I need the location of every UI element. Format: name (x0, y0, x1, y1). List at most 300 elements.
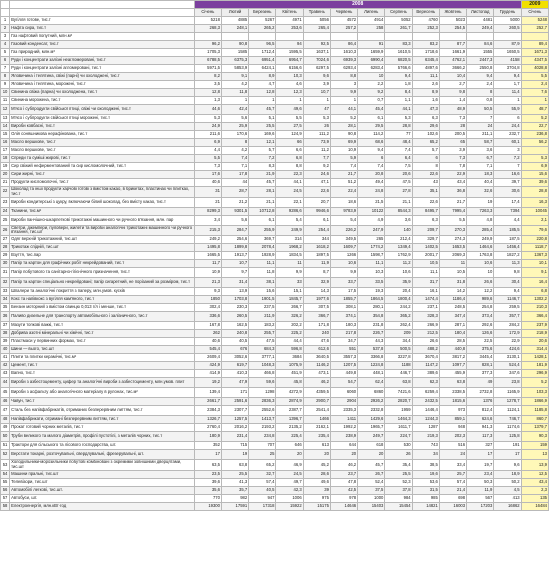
value-cell: 14,3 (303, 288, 330, 296)
value-cell: 1968,2 (276, 244, 303, 252)
value-cell: 1367,3 (521, 252, 548, 260)
row-number: 17 (1, 147, 10, 155)
value-cell: 9,4 (494, 288, 521, 296)
value-cell: 9,7 (221, 268, 248, 278)
value-cell: 2432,5 (412, 398, 439, 406)
value-cell: 4481 (467, 17, 494, 25)
value-cell: 5000 (494, 17, 521, 25)
value-cell: 39,6 (521, 179, 548, 187)
value-cell: 26,6 (467, 278, 494, 288)
value-cell: 2836,3 (249, 398, 276, 406)
value-cell: 265 (358, 236, 385, 244)
value-cell: 10,6 (330, 260, 357, 268)
value-cell: 34,7 (330, 338, 357, 346)
table-row (1, 155, 549, 163)
value-cell: 7,2 (494, 155, 521, 163)
value-cell: 17591 (221, 502, 248, 510)
value-cell: 185,5 (494, 225, 521, 236)
value-cell: 8,8 (276, 163, 303, 171)
table-row (1, 163, 549, 171)
value-cell: 230,3 (221, 304, 248, 312)
value-cell: 44,1 (330, 105, 357, 115)
value-cell: 328,3 (412, 312, 439, 322)
value-cell: 249,9 (467, 236, 494, 244)
value-cell: 6,4 (385, 155, 412, 163)
value-cell: 7,7 (303, 155, 330, 163)
value-cell: 8299,3 (194, 207, 221, 215)
value-cell: 57,4 (439, 478, 466, 486)
value-cell: 6259,4 (412, 388, 439, 398)
value-cell: 1188 (385, 362, 412, 370)
value-cell: 10,3 (276, 73, 303, 81)
value-cell: 4572 (330, 17, 357, 25)
product-name: Вироби панчішно-шкарпеткові трикотажні машинного чи ручного в'язання, млн. пар (10, 215, 195, 225)
value-cell: 3,6 (467, 147, 494, 155)
value-cell: 1595,5 (276, 49, 303, 57)
value-cell: 3,9 (303, 81, 330, 89)
value-cell: 20,4 (385, 288, 412, 296)
row-number: 35 (1, 304, 10, 312)
value-cell: 9,4 (467, 73, 494, 81)
value-cell: 7394 (494, 207, 521, 215)
value-cell: 5,5 (194, 155, 221, 163)
value-cell: 4,4 (494, 215, 521, 225)
value-cell: 280,1 (358, 304, 385, 312)
value-cell: 187,5 (494, 236, 521, 244)
value-cell: 2760,4 (194, 424, 221, 432)
table-row (1, 460, 549, 471)
value-cell: 28,7 (221, 187, 248, 198)
value-cell: 5,5 (439, 215, 466, 225)
value-cell: 2001,7 (412, 252, 439, 260)
value-cell: 12,1 (249, 139, 276, 147)
value-cell: 91 (358, 41, 385, 49)
value-cell (249, 33, 276, 41)
row-number: 7 (1, 65, 10, 73)
value-cell: 366,7 (303, 312, 330, 322)
value-cell: 6156,6 (276, 65, 303, 73)
value-cell: 329,7 (412, 236, 439, 244)
value-cell (303, 33, 330, 41)
product-name: Руди і концентрати залізні неагломеровані, тис.т (10, 57, 195, 65)
value-cell: 21,3 (194, 278, 221, 288)
value-cell: 22,6 (412, 197, 439, 207)
table-row (1, 312, 549, 322)
value-cell: 2609,4 (194, 354, 221, 362)
value-cell: 314,4 (521, 346, 548, 354)
table-row (1, 268, 549, 278)
product-name: Шпалери та аналогічні покриття з паперу, млн.умов. кусків (10, 288, 195, 296)
value-cell: 46,9 (276, 460, 303, 471)
value-cell: 5218 (194, 17, 221, 25)
value-cell: 32,6 (467, 187, 494, 198)
row-number: 27 (1, 236, 10, 244)
row-number: 28 (1, 244, 10, 252)
value-cell: 237,9 (521, 322, 548, 330)
value-cell: 9,4 (385, 73, 412, 81)
value-cell: 111,2 (303, 131, 330, 139)
value-cell: 1610,3 (330, 49, 357, 57)
value-cell: 84,6 (467, 41, 494, 49)
value-cell: 238,9 (330, 432, 357, 442)
row-number: 3 (1, 33, 10, 41)
row-number: 44 (1, 378, 10, 388)
value-cell: 296,9 (521, 370, 548, 378)
value-cell: 644 (330, 442, 357, 450)
row-number: 11 (1, 97, 10, 105)
month-header-cell: Жовтень (439, 9, 466, 17)
table-row (1, 260, 549, 268)
value-cell: 2,4 (521, 81, 548, 89)
product-name: Вугілля готове, тис.т (10, 17, 195, 25)
value-cell: 3,6 (385, 215, 412, 225)
value-cell: 35,4 (385, 460, 412, 471)
value-cell: 10122 (358, 207, 385, 215)
value-cell: 1555 (467, 49, 494, 57)
year-2008-header: 2008 (194, 1, 521, 9)
value-cell: 6297,5 (303, 65, 330, 73)
row-number: 22 (1, 187, 10, 198)
value-cell: 12,8 (249, 89, 276, 97)
row-number: 2 (1, 25, 10, 33)
value-cell: 43,4 (439, 179, 466, 187)
value-cell: 369,7 (249, 236, 276, 244)
product-name: Олія соняшникова нерафінована, тис.т (10, 131, 195, 139)
value-cell: 7,2 (249, 155, 276, 163)
value-cell: 65,2 (412, 139, 439, 147)
value-cell: 8,8 (330, 73, 357, 81)
value-cell: 8 (221, 139, 248, 147)
value-cell: 102,6 (412, 131, 439, 139)
value-cell: 103,3 (521, 388, 548, 398)
product-name: Яловичина і телятина, морожені, тис.т (10, 81, 195, 89)
value-cell: 9783,9 (330, 207, 357, 215)
value-cell: 249,2 (194, 236, 221, 244)
value-cell: 16,3 (521, 197, 548, 207)
value-cell: 265,2 (249, 25, 276, 33)
value-cell: 44,1 (385, 105, 412, 115)
value-cell: 3557,3 (330, 354, 357, 362)
value-cell: 287,1 (439, 322, 466, 330)
value-cell: 5,4 (276, 215, 303, 225)
value-cell: 4914 (358, 17, 385, 25)
value-cell: 27,8 (385, 187, 412, 198)
value-cell: 11,7 (194, 260, 221, 268)
row-number: 48 (1, 416, 10, 424)
value-cell: 53,6 (412, 478, 439, 486)
value-cell: 44,1 (276, 179, 303, 187)
value-cell: 17 (194, 450, 221, 460)
value-cell: 1474,4 (412, 296, 439, 304)
month-header-cell: Січень (521, 9, 548, 17)
value-cell: 22,3 (276, 171, 303, 179)
value-cell: 6 (412, 155, 439, 163)
value-cell: 25,9 (221, 123, 248, 131)
value-cell: 22,1 (276, 197, 303, 207)
value-cell: 3 (330, 81, 357, 89)
value-cell: 23,5 (194, 470, 221, 478)
value-cell: 183,2 (249, 322, 276, 330)
value-cell: 266,7 (276, 304, 303, 312)
month-header-cell: Лютий (221, 9, 248, 17)
value-cell: 65 (439, 139, 466, 147)
value-cell: 7421,6 (385, 388, 412, 398)
value-cell: 1665,5 (194, 252, 221, 260)
value-cell: 3130,1 (494, 354, 521, 362)
table-row (1, 296, 549, 304)
value-cell: 743 (412, 442, 439, 450)
value-cell (276, 33, 303, 41)
value-cell: 11,9 (303, 260, 330, 268)
value-cell: 2,7 (439, 81, 466, 89)
value-cell: 24,6 (303, 171, 330, 179)
value-cell: 126,6 (467, 330, 494, 338)
value-cell (194, 33, 221, 41)
value-cell: 33 (276, 278, 303, 288)
value-cell: 4,5 (494, 486, 521, 494)
table-row (1, 450, 549, 460)
value-cell: 40,5 (221, 338, 248, 346)
value-cell: 28,5 (439, 338, 466, 346)
value-cell: 268,3 (194, 25, 221, 33)
value-cell: 1174,6 (494, 424, 521, 432)
value-cell: 47,6 (303, 338, 330, 346)
value-cell: 1671,3 (521, 49, 548, 57)
product-name: Светри, джемпери, пуловери, жилети та вироби аналогічні трикотажні машинного чи ручного в'язання, тис.шт (10, 225, 195, 236)
value-cell: 26,7 (358, 470, 385, 478)
value-cell: 389,6 (412, 370, 439, 378)
value-cell (330, 33, 357, 41)
value-cell (358, 33, 385, 41)
value-cell: 265,4 (303, 25, 330, 33)
value-cell: 567 (467, 494, 494, 502)
value-cell: 985 (412, 494, 439, 502)
value-cell: 1411 (330, 416, 357, 424)
value-cell: 180,3 (330, 322, 357, 330)
value-cell: 1 (303, 97, 330, 105)
value-cell: 16,6 (494, 171, 521, 179)
value-cell: 248,5 (439, 304, 466, 312)
value-cell (521, 147, 548, 155)
table-row (1, 424, 549, 432)
value-cell: 2193,2 (249, 424, 276, 432)
value-cell: 1456,4 (494, 244, 521, 252)
value-cell: 135 (521, 494, 548, 502)
value-cell: 1913,7 (221, 252, 248, 260)
row-number: 4 (1, 41, 10, 49)
value-cell: 365,2 (385, 312, 412, 322)
value-cell: 1402,5 (412, 244, 439, 252)
value-cell: 209 (385, 330, 412, 338)
value-cell: 31,7 (412, 278, 439, 288)
value-cell: 220,8 (521, 236, 548, 244)
value-cell: 7,4 (221, 155, 248, 163)
value-cell: 15,1 (276, 288, 303, 296)
value-cell: 285,4 (467, 225, 494, 236)
value-cell: 10,6 (467, 260, 494, 268)
product-name: Сир свіжий неферментований та сир кисломолочний, тис.т (10, 163, 195, 171)
table-row (1, 65, 549, 73)
value-cell: 10,7 (221, 260, 248, 268)
value-cell: 34 (412, 450, 439, 460)
value-cell: 984 (385, 494, 412, 502)
value-cell: 1,8 (385, 81, 412, 89)
product-name: М'ясо і субпродукти свійської птиці морожені, тис.т (10, 115, 195, 123)
value-cell: 2661,7 (194, 398, 221, 406)
value-cell: 13,9 (221, 288, 248, 296)
value-cell: 6,9 (521, 163, 548, 171)
value-cell: 32,7 (249, 470, 276, 478)
value-cell: 3704,8 (494, 65, 521, 73)
value-cell: 25 (249, 450, 276, 460)
table-row (1, 398, 549, 406)
value-cell: 42,4 (221, 105, 248, 115)
value-cell: 1,1 (385, 97, 412, 105)
value-cell: 715 (221, 442, 248, 450)
value-cell: 6,3 (412, 215, 439, 225)
value-cell: 5248 (521, 17, 548, 25)
value-cell: 159 (521, 442, 548, 450)
value-cell: 1302,2 (521, 296, 548, 304)
product-name: Газ нафтовий попутний, млн.м³ (10, 33, 195, 41)
table-row (1, 432, 549, 442)
table-row (1, 115, 549, 123)
row-number: 16 (1, 139, 10, 147)
value-cell: 19,3 (358, 288, 385, 296)
value-cell: 22,6 (412, 171, 439, 179)
product-name: Масло вершкове, тис.т (10, 147, 195, 155)
value-cell: 9,9 (276, 268, 303, 278)
value-cell: 8544,3 (385, 207, 412, 215)
value-cell: 1712,4 (249, 49, 276, 57)
table-row (1, 73, 549, 81)
value-cell: 1446,4 (412, 406, 439, 416)
value-cell: 191 (494, 442, 521, 450)
row-number: 56 (1, 486, 10, 494)
value-cell: 49,4 (358, 179, 385, 187)
table-row (1, 416, 549, 424)
value-cell: 859,1 (439, 416, 466, 424)
value-cell: 2541,4 (303, 406, 330, 416)
value-cell: 19,7 (467, 460, 494, 471)
value-cell: 9,6 (303, 73, 330, 81)
value-cell: 4760 (412, 17, 439, 25)
row-number: 36 (1, 312, 10, 322)
value-cell: 25,5 (221, 470, 248, 478)
value-cell: 948 (439, 424, 466, 432)
value-cell: 16,4 (521, 278, 548, 288)
value-cell: 51,2 (330, 179, 357, 187)
product-name: Верстати токарні, розточувальні, свердлувальні, фрезерувальні, шт. (10, 450, 195, 460)
value-cell: 1147,2 (412, 362, 439, 370)
value-cell: 17318 (249, 502, 276, 510)
row-number: 15 (1, 131, 10, 139)
value-cell: 1977,6 (303, 296, 330, 304)
value-cell: 375,6 (467, 346, 494, 354)
value-cell: 6424,1 (249, 65, 276, 73)
value-cell: 22,9 (439, 171, 466, 179)
value-cell: 73,9 (303, 139, 330, 147)
value-cell: 45,8 (276, 378, 303, 388)
value-cell: 5,3 (194, 115, 221, 123)
row-number: 42 (1, 362, 10, 370)
value-cell: 1278,7 (494, 398, 521, 406)
value-cell: 22,7 (521, 123, 548, 131)
value-cell: 1048,3 (249, 362, 276, 370)
value-cell: 3366,8 (358, 354, 385, 362)
product-name: Папір та картон спеціально некрейдовані; папір сигаретний, не порізаний за розміром, тис.т (10, 278, 195, 288)
value-cell: 8,9 (412, 89, 439, 97)
value-cell: 50,2 (494, 478, 521, 486)
value-cell: 545,4 (194, 346, 221, 354)
table-row (1, 502, 549, 510)
value-cell: 114,2 (358, 131, 385, 139)
value-cell: 336,6 (194, 312, 221, 322)
value-cell: 17203 (467, 502, 494, 510)
row-number: 10 (1, 89, 10, 97)
value-cell: 646 (276, 442, 303, 450)
value-cell: 39 (303, 486, 330, 494)
header-blank-cell (10, 9, 195, 17)
value-cell: 6,1 (249, 215, 276, 225)
value-cell: 3227,8 (385, 354, 412, 362)
value-cell: 5056 (303, 17, 330, 25)
value-cell: 7 (467, 115, 494, 123)
value-cell: 22,6 (303, 187, 330, 198)
value-cell: 226,2 (330, 225, 357, 236)
value-cell: 1464,6 (467, 244, 494, 252)
value-cell: 1585 (221, 49, 248, 57)
value-cell: 17 (494, 450, 521, 460)
value-cell: 212,4 (385, 236, 412, 244)
value-cell: 424,9 (194, 362, 221, 370)
value-cell: 22,5 (467, 338, 494, 346)
value-cell: 258 (358, 25, 385, 33)
product-name: Сталь без напівфабрикатів, отриманих безперервним литтям, тис.т (10, 406, 195, 416)
value-cell: 4272,9 (276, 388, 303, 398)
value-cell (221, 33, 248, 41)
table-row (1, 288, 549, 296)
value-cell: 2591,6 (221, 398, 248, 406)
value-cell: 49,6 (276, 105, 303, 115)
product-name: М'ясо і субпродукти свійської птиці, свіжі чи охолоджені, тис.т (10, 105, 195, 115)
value-cell: 2016,2 (221, 424, 248, 432)
value-cell: 83,3 (385, 41, 412, 49)
value-cell: 211,6 (194, 131, 221, 139)
value-cell: 211,1 (467, 131, 494, 139)
value-cell: 982 (221, 494, 248, 502)
value-cell: 262 (194, 330, 221, 338)
value-cell: 7024,6 (303, 57, 330, 65)
value-cell: 5,5 (521, 73, 548, 81)
value-cell: 66 (276, 139, 303, 147)
value-cell: 261,7 (385, 25, 412, 33)
value-cell: 1866,9 (521, 398, 548, 406)
value-cell: 3640,5 (303, 354, 330, 362)
value-cell: 11,1 (412, 268, 439, 278)
value-cell: 90,3 (521, 432, 548, 442)
value-cell: 247,9 (358, 225, 385, 236)
value-cell: 231,4 (221, 432, 248, 442)
row-number: 43 (1, 370, 10, 378)
value-cell: 4,7 (249, 81, 276, 89)
product-name: Вироби з азбестоцементу, цифер та аналогічні вироби з азбестоцементу, млн.умов. плит (10, 378, 195, 388)
row-number: 49 (1, 424, 10, 432)
value-cell: 50,3 (467, 478, 494, 486)
value-cell: 1 (521, 97, 548, 105)
value-cell: 1428,1 (521, 354, 548, 362)
value-cell: 1,7 (494, 81, 521, 89)
